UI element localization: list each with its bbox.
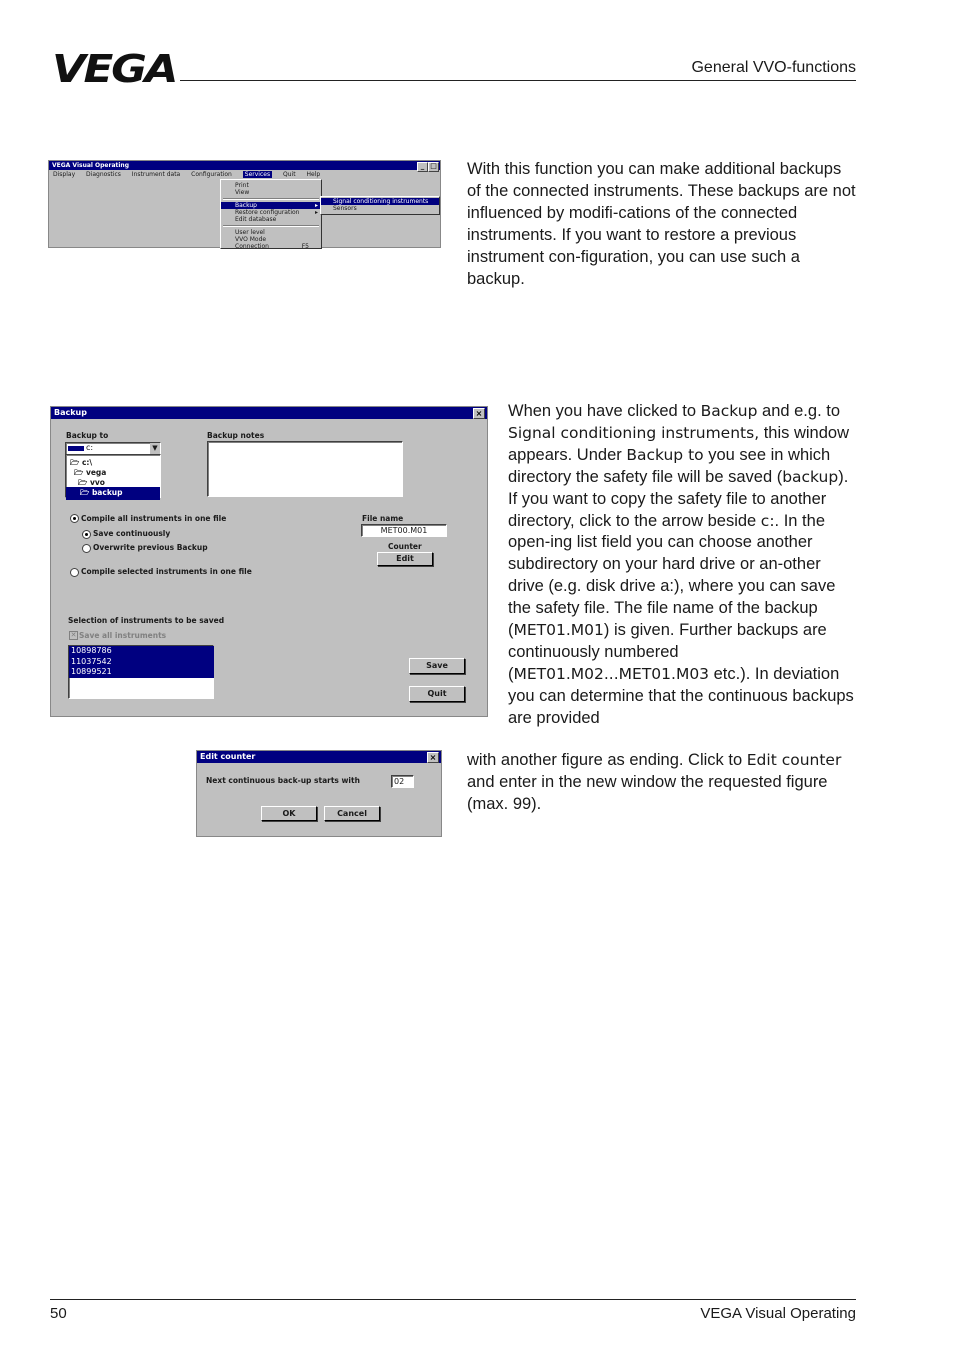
counter-prompt: Next continuous back-up starts with	[206, 776, 360, 785]
folder-open-icon: 🗁	[78, 478, 88, 487]
tree-item-backup[interactable]: 🗁 backup	[66, 487, 160, 500]
page-header-title: General VVO-functions	[691, 59, 856, 76]
radio-overwrite-label: Overwrite previous Backup	[93, 543, 208, 552]
dropdown-item-restore[interactable]: Restore configuration ▸	[235, 209, 318, 216]
footer-title: VEGA Visual Operating	[700, 1305, 856, 1322]
radio-compile-all-label: Compile all instruments in one file	[81, 514, 227, 523]
ok-button[interactable]: OK	[261, 806, 317, 821]
dropdown-item-connection[interactable]: Connection F5	[235, 243, 309, 250]
radio-save-continuously-label: Save continuously	[93, 529, 171, 538]
footer-rule	[50, 1299, 856, 1300]
menu-window-title: VEGA Visual Operating	[52, 162, 129, 169]
dropdown-item-user-level[interactable]: User level	[235, 229, 265, 236]
dropdown-item-backup[interactable]: Backup ▸	[221, 202, 321, 209]
instrument-list-selection	[69, 646, 214, 678]
vega-logo: VEGA	[52, 47, 177, 91]
maximize-icon[interactable]: □	[428, 162, 439, 172]
selection-label: Selection of instruments to be saved	[68, 616, 225, 625]
backup-notes-input[interactable]	[207, 441, 403, 497]
radio-overwrite[interactable]	[82, 544, 91, 553]
submenu-item-signal-conditioning[interactable]: Signal conditioning instruments	[321, 198, 439, 205]
folder-open-icon: 🗁	[74, 468, 84, 477]
menu-help[interactable]: Help	[306, 171, 321, 178]
instrument-row[interactable]: 10898786	[71, 646, 112, 655]
backup-to-label: Backup to	[66, 431, 109, 440]
menu-services[interactable]: Services	[244, 171, 271, 178]
cancel-button[interactable]: Cancel	[324, 806, 380, 821]
paragraph-intro: With this function you can make additional backups of the connected instruments. These backups are not influenced by modifi-cations of the connected instruments. If you want to restore a previous instrument con-figuration, you can use such a backup.	[467, 160, 856, 288]
dropdown-item-print[interactable]: Print	[235, 182, 249, 189]
instrument-list[interactable]	[68, 645, 214, 699]
tree-item-root[interactable]: 🗁 c:\	[70, 458, 93, 467]
folder-open-icon: 🗁	[70, 458, 80, 467]
paragraph-edit-counter: with another figure as ending. Click to Edit counter and enter in the new window the requested figure (max. 99).	[467, 751, 842, 813]
chevron-down-icon[interactable]: ▼	[150, 443, 160, 454]
menu-diagnostics[interactable]: Diagnostics	[86, 171, 121, 178]
instrument-row[interactable]: 10899521	[71, 667, 112, 676]
radio-compile-selected[interactable]	[70, 568, 79, 577]
radio-compile-selected-label: Compile selected instruments in one file	[81, 567, 252, 576]
file-name-value: MET00.M01	[380, 526, 428, 535]
minimize-icon[interactable]: _	[417, 162, 428, 172]
file-name-label: File name	[362, 514, 404, 523]
close-icon[interactable]: ×	[427, 752, 439, 763]
radio-save-continuously[interactable]	[82, 530, 91, 539]
save-all-checkbox[interactable]: ✕	[70, 631, 77, 639]
edit-counter-title: Edit counter	[200, 752, 256, 761]
menu-quit[interactable]: Quit	[283, 171, 296, 178]
directory-tree[interactable]	[65, 454, 161, 498]
save-all-label: Save all instruments	[79, 631, 167, 640]
counter-label: Counter	[388, 542, 422, 551]
drive-value: c:	[86, 443, 94, 452]
backup-dialog	[50, 406, 488, 717]
menu-configuration[interactable]: Configuration	[191, 171, 232, 178]
tree-item-vvo[interactable]: 🗁 vvo	[78, 478, 105, 487]
submenu-item-sensors[interactable]: Sensors	[333, 205, 357, 212]
radio-compile-all[interactable]	[70, 514, 79, 523]
shortcut-key: F5	[301, 243, 309, 250]
header-rule	[180, 80, 856, 81]
paragraph-backup: When you have clicked to Backup and e.g. to Signal conditioning instruments, this window appears. Under Backup to you see in which directory the safety file will be saved (backup). If you want to copy the safety file to another directory, click to the arrow beside c:. In the open-ing list field you can choose another subdirectory on your hard drive or an-other drive (e.g. disk drive a:), where you can save the safety file. The file name of the backup (MET01.M01) is given. Further backups are continuously numbered (MET01.M02...MET01.M03 etc.). In deviation you can determine that the continuous backups are provided	[508, 402, 854, 727]
edit-counter-titlebar	[197, 751, 441, 763]
backup-submenu	[320, 196, 440, 215]
close-icon[interactable]: ×	[473, 408, 485, 419]
tree-item-vega[interactable]: 🗁 vega	[74, 468, 107, 477]
backup-notes-label: Backup notes	[207, 431, 265, 440]
dropdown-item-edit-database[interactable]: Edit database	[235, 216, 277, 223]
edit-counter-button[interactable]: Edit	[377, 552, 433, 566]
submenu-arrow-icon: ▸	[314, 202, 318, 209]
menu-instrument-data[interactable]: Instrument data	[131, 171, 181, 178]
quit-button[interactable]: Quit	[409, 686, 465, 702]
dropdown-item-view[interactable]: View	[235, 189, 250, 196]
save-button[interactable]: Save	[409, 658, 465, 674]
dropdown-separator	[223, 225, 319, 227]
submenu-arrow-icon: ▸	[314, 209, 318, 216]
menu-screenshot	[48, 160, 441, 248]
page-number: 50	[50, 1305, 67, 1322]
counter-value: 02	[394, 777, 405, 786]
dropdown-separator	[223, 198, 319, 200]
menu-window-titlebar	[49, 161, 440, 170]
instrument-row[interactable]: 11037542	[71, 656, 112, 666]
edit-counter-dialog	[196, 750, 442, 837]
dropdown-item-vvo-mode[interactable]: VVO Mode	[235, 236, 267, 243]
file-name-field[interactable]	[361, 524, 447, 537]
backup-dialog-title: Backup	[54, 408, 87, 417]
folder-open-icon: 🗁	[80, 488, 90, 497]
menu-display[interactable]: Display	[53, 171, 76, 178]
drive-icon	[68, 446, 84, 451]
counter-input[interactable]	[391, 775, 414, 788]
services-dropdown	[220, 179, 322, 249]
backup-dialog-titlebar	[51, 407, 487, 419]
